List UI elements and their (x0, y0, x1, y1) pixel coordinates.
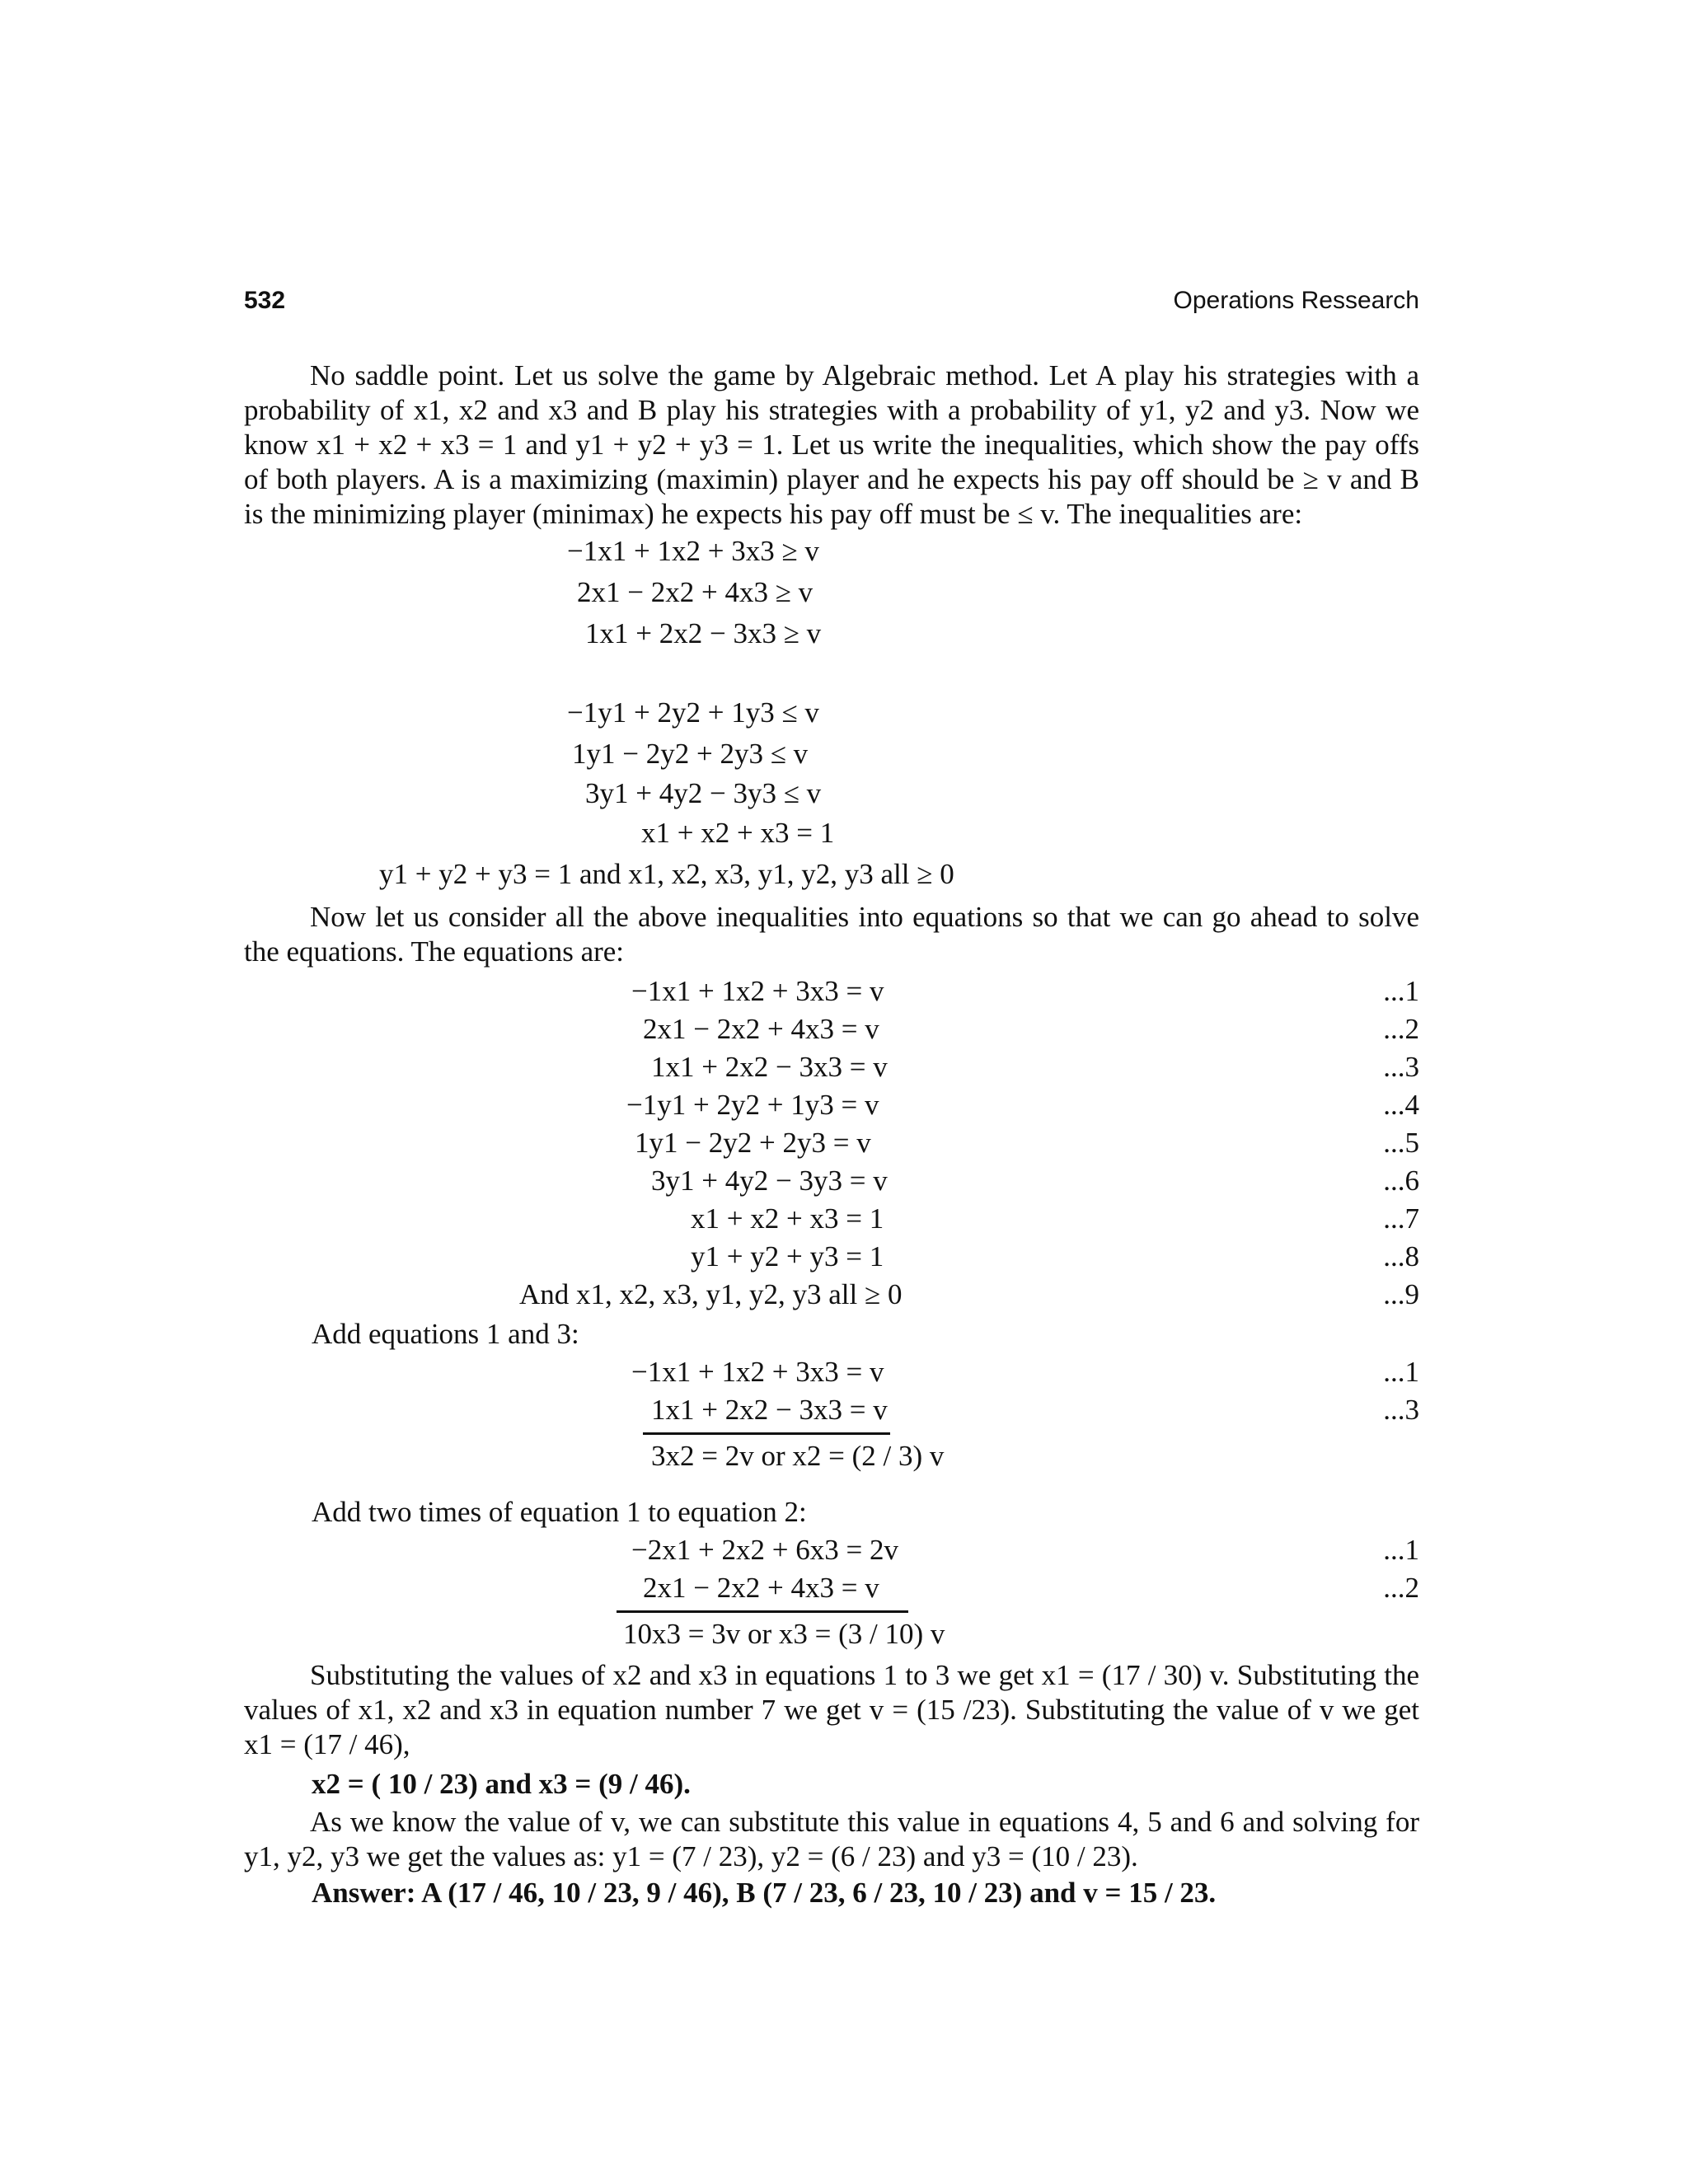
sum-rule (617, 1610, 908, 1613)
inequality-1: −1x1 + 1x2 + 3x3 ≥ v (567, 535, 819, 567)
step2-row-2: 2x1 − 2x2 + 4x3 = v (643, 1572, 879, 1604)
inequality-4: −1y1 + 2y2 + 1y3 ≤ v (567, 696, 819, 729)
equation-number: ...2 (1383, 1013, 1419, 1045)
equation-6: 3y1 + 4y2 − 3y3 = v (651, 1165, 888, 1197)
equation-2: 2x1 − 2x2 + 4x3 = v (643, 1013, 879, 1045)
step2-result: 10x3 = 3v or x3 = (3 / 10) v (623, 1618, 945, 1650)
step1-row-2: 1x1 + 2x2 − 3x3 = v (651, 1394, 888, 1426)
answer-line: Answer: A (17 / 46, 10 / 23, 9 / 46), B (7 / 23, 6 / 23, 10 / 23) and v = 15 / 23. (312, 1877, 1217, 1909)
equation-number: ...2 (1383, 1572, 1419, 1604)
equation-5: 1y1 − 2y2 + 2y3 = v (635, 1127, 871, 1159)
x-values-line: x2 = ( 10 / 23) and x3 = (9 / 46). (312, 1768, 691, 1800)
equation-7: x1 + x2 + x3 = 1 (691, 1202, 884, 1235)
equation-3: 1x1 + 2x2 − 3x3 = v (651, 1051, 888, 1083)
equation-9: And x1, x2, x3, y1, y2, y3 all ≥ 0 (519, 1278, 903, 1310)
sum-rule (643, 1432, 890, 1435)
equation-number: ...8 (1383, 1240, 1419, 1272)
equation-number: ...3 (1383, 1051, 1419, 1083)
equation-number: ...7 (1383, 1202, 1419, 1235)
equation-number: ...9 (1383, 1278, 1419, 1310)
equation-number: ...1 (1383, 1534, 1419, 1566)
intro-paragraph: No saddle point. Let us solve the game by Algebraic method. Let A play his strategies with a probability of x1, x2 and x3 and B play his strategies with a probability of y1, y2 and y3. Now we know x1 + x2 + x3 = 1 and y1 + y2 + y3 = 1. Let us write the inequalities, which show the pay offs of both players. A is a maximizing (maximin) player and he expects his pay off should be ≥ v and B is the minimizing player (minimax) he expects his pay off must be ≤ v. The inequalities are: (244, 359, 1419, 530)
step2-row-1: −2x1 + 2x2 + 6x3 = 2v (631, 1534, 898, 1566)
inequality-5: 1y1 − 2y2 + 2y3 ≤ v (572, 738, 809, 770)
equation-8: y1 + y2 + y3 = 1 (691, 1240, 884, 1272)
equation-number: ...5 (1383, 1127, 1419, 1159)
equation-4: −1y1 + 2y2 + 1y3 = v (626, 1089, 879, 1121)
equation-number: ...1 (1383, 975, 1419, 1007)
equation-number: ...4 (1383, 1089, 1419, 1121)
substitution-paragraph: Substituting the values of x2 and x3 in equations 1 to 3 we get x1 = (17 / 30) v. Substituting the values of x1, x2 and x3 in equation number 7 we get v = (15 /23). Substituting the value of v we get x1 = (17 / 46), (244, 1659, 1419, 1760)
step1-row-1: −1x1 + 1x2 + 3x3 = v (631, 1356, 884, 1388)
equation-number: ...6 (1383, 1165, 1419, 1197)
inequality-6: 3y1 + 4y2 − 3y3 ≤ v (585, 777, 822, 809)
equation-number: ...3 (1383, 1394, 1419, 1426)
step1-heading: Add equations 1 and 3: (312, 1318, 579, 1350)
inequality-3: 1x1 + 2x2 − 3x3 ≥ v (585, 617, 822, 649)
step2-heading: Add two times of equation 1 to equation 2: (312, 1496, 807, 1528)
inequality-8: y1 + y2 + y3 = 1 and x1, x2, x3, y1, y2, y3 all ≥ 0 (379, 858, 954, 890)
step1-result: 3x2 = 2v or x2 = (2 / 3) v (651, 1440, 945, 1472)
equation-number: ...1 (1383, 1356, 1419, 1388)
equation-1: −1x1 + 1x2 + 3x3 = v (631, 975, 884, 1007)
inequality-2: 2x1 − 2x2 + 4x3 ≥ v (577, 576, 814, 608)
equations-intro: Now let us consider all the above inequalities into equations so that we can go ahead to solve the equations. The equations are: (244, 901, 1419, 968)
y-values-paragraph: As we know the value of v, we can substitute this value in equations 4, 5 and 6 and solving for y1, y2, y3 we get the values as: y1 = (7 / 23), y2 = (6 / 23) and y3 = (10 / 23). (244, 1806, 1419, 1872)
running-title: Operations Ressearch (1173, 287, 1419, 314)
page-number: 532 (244, 287, 286, 314)
inequality-7: x1 + x2 + x3 = 1 (641, 817, 835, 849)
